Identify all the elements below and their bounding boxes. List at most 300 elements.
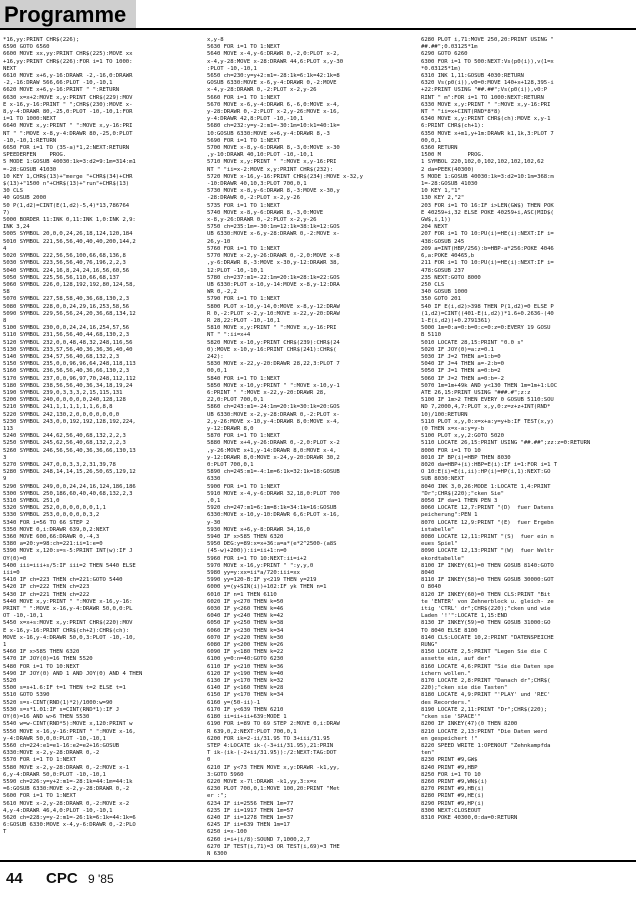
code-line: 5120 SYMBOL 232,0,0,48,48,32,248,116,56 (3, 339, 133, 346)
code-line: ,y-10:DRAWR 40,10:PLOT -10,-10,1 (207, 152, 314, 159)
code-line: 40 GOSUB 2000 (3, 195, 47, 202)
code-line: 1 (3, 642, 7, 649)
code-line: 5420 IF ch=222 THEN ch=223 (3, 584, 90, 591)
code-line: 6:PRINT " ":MOVE x-22,y-20:DRAWR 28, (207, 389, 327, 396)
code-line: 6040 IF y<240 THEN k=42 (207, 613, 284, 620)
code-line: R 0,-2:PLOT x-2,y-10:MOVE x-22,y-20:DRAW (207, 310, 340, 317)
code-line: 5330 SYMBOL 253,0,0,0,0,0,3,2 (3, 512, 100, 519)
code-line: 1500 M PROG. (421, 152, 485, 159)
code-line: ATE 26,15:PRINT USING "###.#";z:z (421, 389, 531, 396)
code-line: 540 IF E(i,d2)>398 THEN P(1,d2)=0 ELSE P (421, 303, 554, 310)
page-footer (0, 860, 636, 899)
code-line: 203 FOR i=1 TO 16:IF i>LEN(GW$) THEN POK (421, 202, 554, 209)
code-line: 6100 y=0:n=40:GOTO 6230 (207, 656, 284, 663)
code-line: 5930 MOVE x+6,y-8:DRAWR 34,16,0 (207, 526, 310, 533)
code-line: 5270 SYMBOL 247,0,0,3,3,2,31,39,78 (3, 461, 116, 468)
code-line: 6620 MOVE x+6,y-16:PRINT " ":RETURN (3, 87, 120, 94)
code-line: R 639,0,2:NEXT:PLOT 700,0,1 (207, 728, 297, 735)
code-line: 6330 MOVE x,y:PRINT " ":MOVE x,y-16:PRI (421, 101, 551, 108)
code-line: iii=0 (3, 570, 20, 577)
code-line: 5750 ch=235:1m=-30:1m=12:1k=38:1k=12:GOS (207, 224, 340, 231)
code-line: B 5110 (421, 332, 441, 339)
code-line: 5200 SYMBOL 240,0,0,0,0,0,240,128,128 (3, 397, 126, 404)
code-line: x-4,y-28:MOVE x-28:DRAWR 44,6:PLOT x,y-30 (207, 58, 344, 65)
code-line: 5005 SYMBOL 20,0,0,24,26,18,124,120,184 (3, 231, 133, 238)
code-line: 6610 MOVE x+6,y-16:DRAWR -2,-16,0:DRAWR (3, 73, 133, 80)
code-line: 209 a=INT(HBP/256):b=HBP-a*256:POKE 4046 (421, 245, 554, 252)
code-line: 5 MODE 1:GOSUB 40030:1k=3:d2=10:1m=368:m (421, 173, 554, 180)
code-line: 5920 ch=247:m1=6:1m=8:1k=34:1k=16:GOSUB (207, 505, 337, 512)
code-line: y-4:DRAWR 50,0,0:PLOT -10,-10,1 (3, 735, 106, 742)
code-line: 5470 IF JOY(0)=16 THEN 5520 (3, 656, 93, 663)
code-line: O 10:E(i)=E(i,ii):HP(i)=HP(i,1):NEXT:GO (421, 469, 551, 476)
code-line: 5510 GOTO 5390 (3, 692, 50, 699)
code-line: 6110 IF y<210 THEN k=36 (207, 663, 284, 670)
code-line: 5050 IF J=1 THEN a=0:b=2 (421, 368, 501, 375)
code-line: peicherung":PEN 1 (421, 512, 478, 519)
code-line: 9 (3, 476, 7, 483)
code-line: 8060 LOCATE 12,7:PRINT "(D) fuer Datens (421, 505, 554, 512)
code-line: 340 GOSUB 1000 (421, 289, 468, 296)
code-line: 10)/100:RETURN (421, 411, 468, 418)
code-line: 5010 SYMBOL 221,56,56,40,40,40,200,144,2 (3, 238, 136, 245)
code-line: 12:PLOT -10,-10,1 (207, 267, 264, 274)
code-line: +16,yy:PRINT CHR$(226):FOR i=1 TO 1000: (3, 58, 133, 65)
code-line: 5940 IF x>585 THEN 6320 (207, 534, 284, 541)
code-line: 6010 IF n=1 THEN 6110 (207, 591, 277, 598)
code-line: 5890 ch=245:m1=-4:1m=6:1k=32:1k=18:GOSUB (207, 469, 340, 476)
code-line: 6245 IF ii=639 THEN 1m=17 (207, 822, 290, 829)
code-line: 6320 Vs(p0(i)),v0=0:MOVE 140+x+128,395-i (421, 80, 554, 87)
code-line: INK 3,24 (3, 224, 30, 231)
code-line: te 'ENTER' von Zehnerblock u. gleich- ze (421, 598, 554, 605)
code-line: GW$,i,1)) (421, 217, 451, 224)
code-line: 6050 IF y<250 THEN k=38 (207, 620, 284, 627)
code-line: 5000 1m=0:a=0:b=0:c=0:z=0:EVERY 19 GOSU (421, 325, 551, 332)
code-line: -28:DRAWR 0,-2:PLOT x-2,y-26 (207, 195, 300, 202)
code-line: 5640 MOVE x-4,y-6:DRAWR 0,-2,0:PLOT x-2, (207, 51, 340, 58)
code-line: 5030 IF J=2 THEN a=1:b=0 (421, 353, 501, 360)
code-line: 6090 IF y<180 THEN k=22 (207, 649, 284, 656)
code-line: 6230 PLOT 700,0,1:MOVE 100,20:PRINT "Met (207, 786, 340, 793)
code-line: 4,y-4:DRAWR 46,4,0:PLOT -10,-10,1 (3, 807, 113, 814)
code-line: 10 KEY 1,CHR$(13)+"merge "+CHR$(34)+CHR (3, 173, 133, 180)
code-line: 8220 SPEED WRITE 1:OPENOUT "Zehnkampfda (421, 742, 551, 749)
code-line: 242): (207, 353, 224, 360)
code-line: 6300 FOR i=1 TO 500:NEXT:Vs(p0(i)),v(1=x (421, 58, 554, 65)
code-line: en gespeichert !" (421, 735, 478, 742)
code-line: T ik-(ik-(-2+ii/31.95)):/2:NEXT:TAG:DOT (207, 750, 337, 757)
code-line: 8050 IF da=1 THEN PEN 3 (421, 498, 498, 504)
code-line: 6630 x=x+2:MOVE x,y:PRINT CHR$(229):MOV (3, 94, 133, 101)
code-line: 5840 FOR i=1 TO 1:NEXT (207, 375, 280, 382)
code-line: 1 SYMBOL 220,102,0,102,102,102,102,62 (421, 159, 544, 166)
code-line: 5380 a=20:y=98:ch=221:ii=1:e=0 (3, 541, 103, 548)
code-line: 5860 ch=243:m1=-24:1m=20:1k=30:1k=20:GOS (207, 404, 340, 411)
code-line: SPEEDERFEN PROG. (3, 152, 67, 159)
code-line: 8200 IF INKEY(47)(0 THEN 8200 (421, 721, 518, 728)
code-line: 438:GOSUB 245 (421, 238, 465, 245)
code-line: istabelle" (421, 526, 455, 533)
code-line: 0:PLOT 700,0,1 (207, 461, 254, 468)
code-line: 5880 MOVE x+4,y-26:DRAWR 0,-2,0:PLOT x-2 (207, 440, 340, 447)
code-line: ekordtabelle" (421, 555, 465, 562)
code-line: 8090 LOCATE 12,13:PRINT "(W) fuer Weltr (421, 548, 554, 555)
code-line: TO 8040 ELSE 8100 (421, 627, 478, 634)
code-line: 00,0,1 (207, 368, 227, 375)
code-line: 8040 INK 3,0,26:MODE 1:LOCATE 1,4:PRINT (421, 483, 551, 490)
code-line: 4 (3, 245, 7, 252)
code-line: 5100 SYMBOL 230,0,0,24,24,16,254,57,56 (3, 325, 130, 332)
code-line: 204 NEXT (421, 224, 448, 231)
code-line: 8250 FOR i=1 TO 10 (421, 771, 481, 778)
code-line: 5130 SYMBOL 233,57,56,40,36,36,36,40,40 (3, 346, 133, 353)
code-line: 5460 IF x>585 THEN 6320 (3, 649, 80, 656)
code-line: 5630 FOR i=1 TO 1:NEXT (207, 44, 280, 51)
code-line: x,y-8 (207, 37, 224, 43)
footer-rule (0, 860, 636, 862)
code-line: 6330:MOVE x-2,y-28:DRAWR 0,-2 (3, 750, 100, 757)
code-line: 5830 MOVE x-22,y-20:DRAWR 28,22,3:PLOT 7 (207, 361, 340, 368)
code-line: 6350 MOVE x+m1,y+1m:DRAWR k1,1k,3:PLOT 7 (421, 130, 554, 137)
code-line: 00,0,1 (421, 137, 441, 144)
code-line: 5780 ch=237:m1=-22:1m=20:1k=28:1k=22:GOS (207, 274, 340, 281)
code-line: OY(0)=0 (3, 555, 27, 562)
code-line: 5310 SYMBOL 251,0 (3, 498, 60, 504)
code-line: 5700 MOVE x-8,y-6:DRAWR 8,-3,0:MOVE x-30 (207, 145, 340, 152)
code-line: i=1 TO 1000:NEXT (3, 116, 57, 123)
code-line: 0):MOVE x-10,y-16:PRINT CHR$(241):CHR$( (207, 346, 337, 353)
code-line: 22,0:PLOT 700,0,1 (207, 397, 264, 404)
code-line: 5430 IF ch=221 THEN ch=222 (3, 591, 90, 598)
code-line: 8020 da=HBP+(i):HBP=E(i):IF i=1:FOR i=1 T (421, 461, 558, 468)
code-line: 8000 FOR i=1 TO 10 (421, 447, 481, 454)
listing-columns (3, 37, 633, 857)
code-line: 8190 LOCATE 2,11:PRINT "Dr";CHR$(220); (421, 706, 548, 713)
code-line: 5160 SYMBOL 236,56,56,40,36,66,130,2,3 (3, 368, 130, 375)
code-line: 5620 ch=228:y=y-2:m1=-26:1k=6:1k=44:1k=6 (3, 814, 136, 821)
code-line: 5690 FOR i=1 TO 1:NEXT (207, 137, 280, 144)
code-line: 6240 IF ii=1278 THEN 1m=37 (207, 814, 294, 821)
code-line: 5790 FOR i=1 TO 1:NEXT (207, 296, 280, 303)
code-line: 5340 FOR i=56 TO 66 STEP 2 (3, 519, 90, 526)
code-line: 6330 (207, 476, 221, 483)
code-line: 6160 y=(50-ii)-1 (207, 699, 261, 706)
code-line: ND 7,2000,4,7:PLOT x,y,0:z=z+z+INT(RND* (421, 404, 551, 411)
code-line: 5570 FOR i=1 TO 1:NEXT (3, 757, 76, 764)
code-line: -10,-10,1:RETURN (3, 137, 57, 144)
code-line: 6150 IF y<170 THEN k=34 (207, 692, 284, 699)
code-line: ten" (421, 750, 435, 757)
code-line: 5190 SYMBOL 239,0,3,3,3,2,15,115,131 (3, 389, 123, 396)
code-line: 5500 s=s+1.6:IF t=1 THEN t=2 ELSE t=1 (3, 685, 126, 692)
code-line: 5720 MOVE x-16,y-16:PRINT CHR$(234):MOVE x-32,y (207, 173, 363, 180)
code-line: 6000 y=(y+SIN(i))+102:IF yk THEN n=1 (207, 584, 327, 591)
code-line: RUNG" (421, 642, 438, 649)
code-line: E x-16,y-16:PRINT " ";CHR$(230):MOVE x- (3, 101, 133, 108)
code-line: 6340 MOVE x,y:PRINT CHR$(ch):MOVE x,y-1 (421, 116, 551, 123)
code-line: N 6300 (207, 850, 227, 857)
code-line: T (3, 829, 7, 836)
code-line: 6070 IF y<220 THEN k=30 (207, 634, 284, 641)
code-line: 6:PRINT CHR$(ch+1): (421, 123, 485, 130)
code-line: 5480 FOR i=1 TO 10:NEXT (3, 663, 80, 670)
code-line: 6330:MOVE x-10,y-10:DRAWR 6,6:PLOT x-16, (207, 512, 340, 519)
code-line: 5590 ch=226:y=y+2:m1=-28:1k=44:1m=44:1k (3, 778, 133, 785)
code-line: 5070 1m=1m+49k AND y<130 THEN 1m=1m+1:LOC (421, 382, 558, 389)
code-line: *16,yy:PRINT CHR$(226); (3, 37, 80, 43)
code-line: 5000 BORDER 11:INK 0,11:INK 1,0:INK 2,9: (3, 217, 136, 224)
page-header (0, 0, 636, 40)
code-line: 5490 IF JOY(0) AND 1 AND JOY(0) AND 4 THEN (3, 670, 143, 677)
code-line: OT -10,-10,1 (3, 613, 43, 620)
code-line: 5240 SYMBOL 244,62,56,40,68,132,2,2,3 (3, 433, 126, 440)
code-line: 6640 MOVE x,y:PRINT " ":MOVE x,y-16:PRI (3, 123, 133, 130)
code-line: 6140 IF y<160 THEN k=28 (207, 685, 284, 692)
code-line: 58 (3, 289, 10, 296)
code-line: -10:DRAWR 40,10,3:PLOT 700,0,1 (207, 181, 307, 188)
code-line: 5060 IF J=2 THEN a=0:b=-2 (421, 375, 504, 382)
code-line: 5110 LOCATE 26,15:PRINT USING "##.##";zz:z=0:RETURN (421, 440, 591, 447)
code-line: 7) (3, 209, 10, 216)
code-line: 8160 LOCATE 4,6:PRINT "Sie die Daten spe (421, 663, 554, 670)
code-line: 5040 IF J=4 THEN a=-2:b=0 (421, 361, 504, 368)
code-line: 5900 FOR i=1 TO 1:NEXT (207, 483, 280, 490)
code-line: eues Spiel" (421, 541, 458, 548)
code-line: 5770 MOVE x-2,y-26:DRAWR 0,-2,0:MOVE x-8 (207, 253, 340, 260)
code-line: assette ein, auf der" (421, 656, 491, 663)
code-line: 6030 IF y<260 THEN k=46 (207, 606, 284, 613)
magazine-name: CPC (46, 870, 78, 887)
code-line: 5020 IF JOY(0)=a:z=0.1 (421, 346, 494, 353)
code-line: 5170 SYMBOL 237,0,0,96,97,70,248,112,112 (3, 375, 136, 382)
code-line: 30 CLS (3, 188, 23, 195)
code-line: "cken sie 'SPACE'" (421, 714, 481, 721)
code-line: =-28:GOSUB 41030 (3, 166, 57, 173)
code-line: 2 da=PEEK(40300) (421, 166, 475, 173)
code-line: 8170 LOCATE 2,8:PRINT "Danach dr";CHR$( (421, 678, 551, 685)
code-line: UB 6330:PLOT x-10,y-14:MOVE x-8,y-12:DRA (207, 281, 340, 288)
code-line: 5970 MOVE x-16,y:PRINT " ":y,y,0 (207, 562, 314, 569)
code-line: 8120 IF INKEY(60)=0 THEN CLS:PRINT "Bit (421, 591, 551, 598)
code-line: 8040 (421, 570, 435, 577)
code-line: "Dr";CHR$(220);"cken Sie" (421, 490, 504, 497)
code-line: 5730 MOVE x-8,y-6:DRAWR 8,-3:MOVE x-30,y (207, 188, 340, 195)
code-line: 6650 FOR i=1 TO (35-a)*1,2:NEXT:RETURN (3, 145, 130, 152)
code-line: 5080 SYMBOL 228,0,0,24,29,16,253,58,56 (3, 303, 130, 310)
code-line: NT " "ii=x+CINT(RND*8*8) (421, 109, 501, 116)
code-line: 8290 PRINT #9,HP(i) (421, 800, 485, 807)
code-line: y-12:DRAWR 8,0:MOVE x-24,y-20:DRAWR 30,2 (207, 454, 340, 461)
code-line: 5650 ch=230:y=y+2:m1=-28:1k=6:1k=42:1k=8 (207, 73, 340, 80)
section-title: Programme (0, 0, 136, 30)
code-line: ,0,1 (207, 498, 221, 504)
code-line: WR 0,-2,2 (207, 289, 237, 296)
code-line: *0.03125*1m) (421, 65, 461, 72)
code-line: 350 GOTO 201 (421, 296, 461, 303)
code-line: 8070 LOCATE 12,9:PRINT "(E) fuer Ergebn (421, 519, 554, 526)
code-line: 211 FOR i=1 TO 10:PU(i)=HE(i):NEXT:IF i= (421, 260, 554, 267)
code-line: 235 NEXT:GOTO 8000 (421, 274, 481, 281)
code-line: 5040 SYMBOL 224,16,8,24,24,16,56,60,56 (3, 267, 130, 274)
code-line: 5070 SYMBOL 227,58,58,40,36,68,130,2,3 (3, 296, 130, 303)
code-line: $(13)+"1500 n"+CHR$(13)+"run"+CHR$(13) (3, 181, 130, 188)
code-line: 113 (3, 425, 13, 432)
code-line: =6:GOSUB 6330:MOVE x-2,y-28:DRAWR 0,-2 (3, 786, 130, 793)
code-line: 6200 FOR ik=2-ii/31.95 TO 3+iii/31.95 (207, 735, 330, 742)
code-line: 6190 FOR i=89 TO 69 STEP 2:MOVE 0,i:DRAW (207, 721, 340, 728)
code-line: 5010 LOCATE 28,15:PRINT "0.0 s" (421, 339, 524, 346)
code-line: 6280 PLOT i,71:MOVE 250,20:PRINT USING " (421, 37, 554, 43)
code-line: 5050 SYMBOL 225,56,56,110,66,68,137 (3, 274, 120, 281)
code-line: 5290 SYMBOL 249,0,0,24,24,16,124,186,186 (3, 483, 136, 490)
code-line: 5980 yy=y:xx=ii*a/720:iii=xx (207, 570, 300, 577)
code-line: 6270 IF TEST(i,71)=3 OR TEST(i,69)=3 THE (207, 843, 340, 850)
code-line: 8110 IF INKEY(58)=0 THEN GOSUB 30000:GOT (421, 577, 554, 584)
code-line: 6060 IF y<230 THEN k=34 (207, 627, 284, 634)
code-line: 6210 IF y<73 THEN MOVE x,y:DRAWR -k1,yy, (207, 764, 340, 771)
code-line: STEP 4:LOCATE ik-(-3+ii/31.95),21:PRIN (207, 742, 334, 749)
code-line: 6,y-4:DRAWR 50,0:PLOT -10,-10,1 (3, 771, 106, 778)
code-line: 5600 FOR i=1 TO 1:NEXT (3, 793, 76, 800)
code-line: y-30 (207, 519, 221, 526)
code-line: 8180 LOCATE 4,9:PRINT "'PLAY' und 'REC' (421, 692, 551, 699)
code-line: OY(0)=16 AND w>6 THEN 5530 (3, 714, 90, 721)
code-line: x-4,y-28:DRAWR 0,-2:PLOT x-2,y-26 (207, 87, 317, 94)
code-line: 6360 RETURN (421, 145, 458, 152)
code-line: NT " ":MOVE x-8,y-4:DRAWR 80,-25,0:PLOT (3, 130, 133, 137)
code-line: 5100 IF 1m>2 THEN EVERY 0 GOSUB 5110:SOU (421, 397, 554, 404)
code-line: 5740 MOVE x-8,y-6:DRAWR 8,-3,0:MOVE (207, 209, 324, 216)
code-line: 10:GOSUB 6330:MOVE x+6,y-4:DRAWR 8,-3 (207, 130, 330, 137)
code-line: 5520 s=s-CINT(RND(1)*2)/1000:w=90 (3, 699, 113, 706)
code-line: y-4:DRAWR 42,8:PLOT -10,-10,1 (207, 116, 304, 123)
code-line: 8130 IF INKEY(59)=0 THEN GOSUB 31000:GO (421, 620, 551, 627)
listing-column-1 (3, 37, 202, 857)
code-line: GOSUB 6330:MOVE x-6,y-4:DRAWR 0,-2:MOVE (207, 80, 337, 87)
code-line: 130 KEY 2,"2" (421, 195, 465, 202)
code-line: 6130 IF y<170 THEN k=32 (207, 678, 284, 685)
code-line: 5260 SYMBOL 246,56,56,40,36,36,66,130,13 (3, 447, 136, 454)
issue-label: 9 '85 (88, 872, 114, 886)
code-line: 0 (207, 757, 211, 764)
code-line: 1-E(i,d2))+0.2791361) (421, 317, 491, 324)
code-line: 26,y-10 (207, 238, 231, 245)
code-line: 8280 PRINT #9,HE(i) (421, 793, 485, 800)
code-line: 5950 DEG:y=89:x=x+36:a=a*(e*2^2500-(a8S (207, 541, 337, 548)
code-line: 6310 INK 1,11:GOSUB 4030:RETURN (421, 73, 524, 80)
code-line: MOVE x-16,y-4:DRAWR 50,0,3:PLOT -10,-10, (3, 634, 136, 641)
code-line: 5250 SYMBOL 245,62,56,40,68,132,2,2,3 (3, 440, 126, 447)
code-line: 5820 MOVE x-10,y:PRINT CHR$(239):CHR$(24 (207, 339, 340, 346)
code-line: 478:GOSUB 237 (421, 267, 465, 274)
code-line: 5530 s=s*1.01:IF s=CINT(RND*1):IF J (3, 706, 120, 713)
code-line: 5280 SYMBOL 248,14,14,15,26,50,65,129,12 (3, 469, 136, 476)
code-line: 5300 SYMBOL 250,186,60,40,40,68,132,2,3 (3, 490, 133, 497)
code-line: 8150 LOCATE 2,5:PRINT "Legen Sie die C (421, 649, 548, 656)
code-line: 8080 LOCATE 12,11:PRINT "(S) fuer ein n (421, 534, 554, 541)
code-line: PRINT " ":MOVE x-16,y-4:DRAWR 50,0,0:PL (3, 606, 133, 613)
code-line: 5910 MOVE x-4,y-6:DRAWR 32,18,0:PLOT 700 (207, 490, 340, 497)
code-line: 8140 CLS:LOCATE 10,2:PRINT "DATENSPEICHE (421, 634, 554, 641)
code-line: 5800 PLOT x-10,y-14,0:MOVE x-8,y-12:DRAW (207, 303, 340, 310)
code-line: UB 6330:MOVE x-6,y-28:DRAWR 0,-2:MOVE x- (207, 231, 340, 238)
code-line: (45-w)+200)):ii=ii+1:n=0 (207, 548, 287, 555)
code-line: 5440 MOVE x,y:PRINT " ":MOVE x-16,y-16: (3, 598, 133, 605)
code-line: E 40259+i,32 ELSE POKE 40259+i,ASC(MID$( (421, 209, 554, 216)
code-line: 6220 MOVE x-7l:DRAWR -k1,yy,3:x=x (207, 778, 317, 785)
code-line: 6180 ii=ii+ii+639:MODE 1 (207, 714, 287, 721)
code-line: itig 'CTRL' dr";CHR$(220);"cken und wie (421, 606, 551, 613)
code-line: NT " ":ii=x+4 (207, 332, 251, 339)
code-line: (0 THEN x=x-a:y=y-b (421, 425, 485, 432)
code-line: 5230 SYMBOL 243,0,0,192,192,128,192,224, (3, 418, 136, 425)
code-line: 5870 FOR i=1 TO 1:NEXT (207, 433, 280, 440)
header-rule (0, 28, 636, 30)
code-line: 5410 IF ch=223 THEN ch=221:GOTO 5440 (3, 577, 123, 584)
listing-column-2 (207, 37, 416, 857)
code-line: 5680 ch=232:y=y-2:m1=-30:1m=10:k1=40:1k= (207, 123, 340, 130)
code-line: 8300 NEXT:CLOSEOUT (421, 807, 481, 814)
code-line: UB 6330:MOVE x-2,y-28:DRAWR 0,-2:PLOT x- (207, 411, 340, 418)
code-line: 5735 FOR i=1 TO 1:NEXT (207, 202, 280, 209)
code-line: 5100 PLOT x,y,2:GOTO 5020 (421, 433, 504, 440)
code-line: 10 KEY 1,"1" (421, 188, 461, 195)
code-line: 5030 SYMBOL 223,56,56,40,76,196,2,2,3 (3, 260, 126, 267)
code-line: 6260 i=i+(i/8):SOUND 7,1000,2,7 (207, 836, 310, 843)
code-line: 3:GOTO 5960 (207, 771, 244, 778)
code-line: 6080 IF y<200 THEN k=26 (207, 642, 284, 649)
code-line: 6250 i=x-100 (207, 829, 247, 836)
code-line: 5670 MOVE x-6,y-4:DRAWR 6,-6,0:MOVE x-4, (207, 101, 340, 108)
code-line: 6590 GOTO 6560 (3, 44, 50, 51)
code-line: y-28:DRAWR 0,-2:PLOT x-2,y-26:MOVE x-16, (207, 109, 340, 116)
code-line: Laden '!'":LOCATE 1,15:END (421, 613, 508, 620)
code-line: er :"; (207, 793, 227, 800)
code-line: 3 (3, 454, 7, 461)
code-line: 5400 iii=iii+s/5:IF iii=2 THEN 5440 ELSE (3, 562, 136, 569)
code-line: 5320 SYMBOL 252,0,0,0,0,0,0,1,1 (3, 505, 106, 512)
code-line: 5560 ch=224:e1=e1-16:e2=e2+16:GOSUB (3, 742, 120, 749)
code-line: 8010 IF BP(i)=HBP THEN 8030 (421, 454, 511, 461)
listing-column-3 (421, 37, 633, 857)
code-line: 5 MODE 1:GOSUB 40030:1k=3:d2=9:1m=314:m1 (3, 159, 136, 166)
code-line: 8100 IF INKEY(61)=0 THEN GOSUB 8140:GOTO (421, 562, 554, 569)
code-line: 5610 MOVE x-2,y-28:DRAWR 0,-2:MOVE x-2 (3, 800, 130, 807)
code-line: RINT " m":FOR i=1 TO 1000:NEXT:RETURN (421, 94, 544, 101)
code-line: 5110 PLOT x,y,0:x=x+a:y=y+b:IF TEST(x,y) (421, 418, 554, 425)
code-line: E x-16,y-16:PRINT CHR$(ch+2):CHR$(ch): (3, 627, 130, 634)
code-line: 5360 MOVE 600,66:DRAWR 0,-4,3 (3, 534, 100, 541)
code-line: 5810 MOVE x,y:PRINT " ":MOVE x,y-16:PRI (207, 325, 337, 332)
code-line: 5090 SYMBOL 229,56,56,24,20,36,68,134,12 (3, 310, 136, 317)
code-line: 6234 IF ii=2556 THEN 1m=77 (207, 800, 294, 807)
code-line: 8270 PRINT #9,HB(i) (421, 786, 485, 793)
code-line: 8310 POKE 40300,0:da=0:RETURN (421, 814, 518, 821)
code-line: 1=-28:GOSUB 41030 (421, 181, 478, 188)
code-line: R 28,22:PLOT -10,-10,1 (207, 317, 280, 324)
code-line: 6290 GOTO 6260 (421, 51, 468, 58)
code-line: y-12:DRAWR 8,0 (207, 425, 254, 432)
code-line: 5660 FOR i=1 TO 1:NEXT (207, 94, 280, 101)
code-line: 5550 MOVE x-16,y-16:PRINT " ":MOVE x-16, (3, 728, 136, 735)
code-line: 8210 LOCATE 2,13:PRINT "Die Daten werd (421, 728, 548, 735)
code-line: 207 FOR i=1 TO 10:PU(i)=HE(i):NEXT:IF i= (421, 231, 554, 238)
code-line: 250 CLS (421, 281, 445, 288)
code-line: 5220 SYMBOL 242,130,2,0,0,0,0,0,0,0 (3, 411, 120, 418)
code-line: ##.##";0.03125*1m (421, 44, 478, 51)
code-line: 220);"cken sie die Tasten" (421, 685, 508, 692)
